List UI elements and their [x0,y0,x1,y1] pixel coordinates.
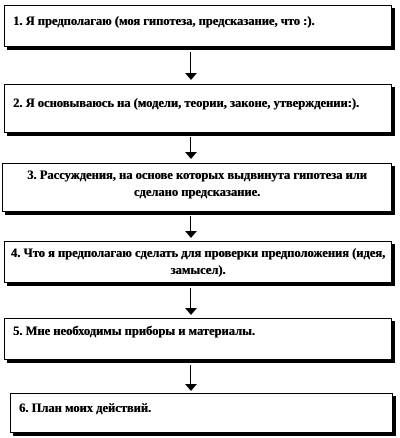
flow-step-6 [10,393,393,433]
flow-step-5 [4,318,392,360]
flow-step-3-text: 3. Рассуждения, на основе которых выдвинута гипотеза или сделано предсказание. [27,168,367,199]
flow-step-1 [4,5,392,47]
flow-step-5-text: 5. Мне необходимы приборы и материалы. [13,324,255,338]
flow-step-3 [2,163,392,212]
flow-step-2-text: 2. Я основываюсь на (модели, теории, законе, утверждении:). [13,96,359,110]
arrow-2-to-3 [185,137,197,159]
flow-step-2 [4,84,392,133]
arrow-1-to-2 [185,52,197,80]
flow-step-1-text: 1. Я предполагаю (моя гипотеза, предсказание, что :). [13,14,315,28]
arrow-5-to-6 [185,365,197,391]
flow-step-4 [4,241,392,283]
flow-step-6-text: 6. План моих действий. [19,401,152,415]
arrow-3-to-4 [185,216,197,238]
flow-step-4-text: 4. Что я предполагаю сделать для проверки предположения (идея, замысел). [10,246,386,277]
arrow-4-to-5 [185,288,197,315]
